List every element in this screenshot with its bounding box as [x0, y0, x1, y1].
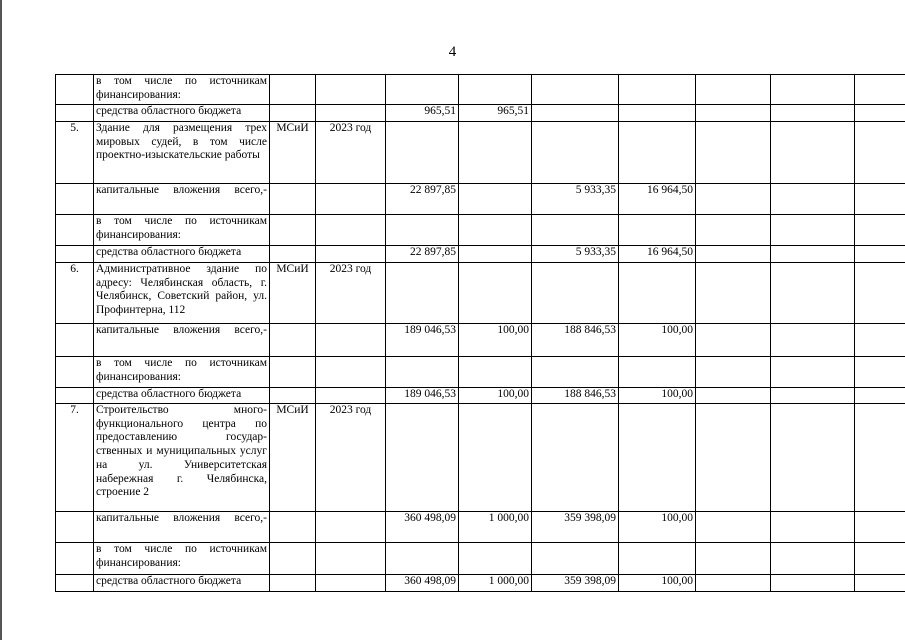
table-row: [56, 215, 905, 246]
value-cell: 360 498,09: [386, 512, 459, 543]
value-cell: 189 046,53: [386, 388, 459, 404]
value-cell: 1 000,00: [459, 575, 532, 592]
year-cell: [316, 357, 386, 388]
value-cell: [855, 184, 905, 215]
value-cell: [386, 404, 459, 512]
year-cell: [316, 215, 386, 246]
value-cell: [696, 357, 771, 388]
row-label-text: капитальные вложения всего, -: [96, 184, 263, 196]
value-cell: [855, 215, 905, 246]
value-cell: [619, 263, 696, 324]
value-cell: [459, 215, 532, 246]
row-number-cell: 5.: [56, 122, 94, 184]
value-cell: [855, 388, 905, 404]
value-cell: [459, 122, 532, 184]
year-cell: [316, 75, 386, 105]
table-row: [56, 543, 905, 575]
year-cell: 2023 год: [316, 404, 386, 512]
value-cell: [771, 75, 855, 105]
value-cell: 22 897,85: [386, 184, 459, 215]
row-number-cell: [56, 215, 94, 246]
value-cell: [696, 324, 771, 357]
value-cell: [771, 263, 855, 324]
value-cell: [619, 543, 696, 575]
table-row: [56, 184, 905, 215]
value-cell: [459, 184, 532, 215]
table-row: [56, 263, 905, 324]
year-cell: [316, 105, 386, 122]
value-cell: [386, 543, 459, 575]
customer-cell: [270, 75, 316, 105]
table-row: [56, 512, 905, 543]
value-cell: [696, 575, 771, 592]
value-cell: [771, 184, 855, 215]
value-cell: [855, 575, 905, 592]
row-number-cell: [56, 543, 94, 575]
customer-cell: [270, 357, 316, 388]
customer-cell: [270, 512, 316, 543]
value-cell: 360 498,09: [386, 575, 459, 592]
row-label-cell: средства областного бюджета: [94, 246, 270, 263]
value-cell: 965,51: [459, 105, 532, 122]
value-cell: [696, 75, 771, 105]
value-cell: 1 000,00: [459, 512, 532, 543]
year-cell: [316, 512, 386, 543]
customer-cell: [270, 543, 316, 575]
year-cell: [316, 184, 386, 215]
row-label-cell: Здание для размещения трех мировых судей, в том числе проектно-изыскательские работы: [94, 122, 270, 184]
value-cell: [696, 404, 771, 512]
value-cell: [459, 263, 532, 324]
value-cell: [696, 122, 771, 184]
value-cell: [532, 357, 619, 388]
customer-cell: [270, 215, 316, 246]
value-cell: [855, 543, 905, 575]
value-cell: [771, 404, 855, 512]
year-cell: [316, 388, 386, 404]
row-label-cell: Строительство много-функционального центра по предоставлению государ-ственных и муниципальных услуг на ул. Университетская набережная г. Челябинска, строение 2: [94, 404, 270, 512]
row-number-cell: [56, 184, 94, 215]
row-label-cell: в том числе по источникам финансирования:: [94, 215, 270, 246]
value-cell: [386, 75, 459, 105]
value-cell: [855, 246, 905, 263]
row-label-text: капитальные вложения всего, -: [96, 324, 263, 336]
row-label-cell: средства областного бюджета: [94, 575, 270, 592]
value-cell: [771, 215, 855, 246]
row-label-cell: [94, 184, 270, 215]
page-number: 4: [448, 44, 457, 60]
row-number-cell: [56, 357, 94, 388]
value-cell: [696, 512, 771, 543]
scan-edge-line: [0, 0, 2, 640]
year-cell: [316, 324, 386, 357]
value-cell: 188 846,53: [532, 388, 619, 404]
table-row: [56, 105, 905, 122]
value-cell: [459, 404, 532, 512]
value-cell: [696, 184, 771, 215]
table-row: [56, 357, 905, 388]
value-cell: 188 846,53: [532, 324, 619, 357]
table-row: [56, 404, 905, 512]
row-number-cell: 6.: [56, 263, 94, 324]
customer-cell: МСиИ: [270, 404, 316, 512]
row-label-cell: средства областного бюджета: [94, 105, 270, 122]
customer-cell: [270, 575, 316, 592]
row-label-cell: в том числе по источникам финансирования:: [94, 357, 270, 388]
value-cell: 100,00: [619, 512, 696, 543]
value-cell: [771, 246, 855, 263]
row-number-cell: [56, 105, 94, 122]
table-body: [56, 75, 905, 592]
value-cell: [532, 75, 619, 105]
value-cell: [386, 215, 459, 246]
value-cell: [855, 512, 905, 543]
customer-cell: МСиИ: [270, 263, 316, 324]
customer-cell: [270, 388, 316, 404]
value-cell: [696, 543, 771, 575]
value-cell: [771, 357, 855, 388]
value-cell: [532, 105, 619, 122]
row-label-cell: Административное здание по адресу: Челябинская область, г. Челябинск, Советский район, ул. Профинтерна, 112: [94, 263, 270, 324]
value-cell: [532, 543, 619, 575]
value-cell: [459, 75, 532, 105]
table-row: [56, 388, 905, 404]
row-number-cell: [56, 512, 94, 543]
value-cell: [532, 404, 619, 512]
value-cell: 359 398,09: [532, 575, 619, 592]
year-cell: [316, 543, 386, 575]
value-cell: 5 933,35: [532, 246, 619, 263]
value-cell: [619, 75, 696, 105]
row-number-cell: [56, 246, 94, 263]
value-cell: 100,00: [619, 575, 696, 592]
value-cell: [386, 122, 459, 184]
customer-cell: [270, 184, 316, 215]
value-cell: [771, 543, 855, 575]
value-cell: [532, 122, 619, 184]
value-cell: [459, 246, 532, 263]
row-label-text: капитальные вложения всего, -: [96, 512, 263, 524]
value-cell: [771, 512, 855, 543]
value-cell: [696, 388, 771, 404]
row-label-cell: в том числе по источникам финансирования:: [94, 543, 270, 575]
value-cell: [619, 404, 696, 512]
value-cell: 16 964,50: [619, 246, 696, 263]
capital-investment-table: [55, 74, 905, 592]
value-cell: [619, 215, 696, 246]
row-label-cell: в том числе по источникам финансирования:: [94, 75, 270, 105]
table-row: [56, 246, 905, 263]
value-cell: [771, 324, 855, 357]
value-cell: [855, 105, 905, 122]
row-number-cell: [56, 388, 94, 404]
value-cell: [855, 324, 905, 357]
value-cell: [855, 122, 905, 184]
row-number-cell: [56, 75, 94, 105]
value-cell: [696, 105, 771, 122]
value-cell: [696, 246, 771, 263]
value-cell: [459, 543, 532, 575]
value-cell: [771, 388, 855, 404]
value-cell: [855, 263, 905, 324]
table-row: [56, 75, 905, 105]
customer-cell: [270, 105, 316, 122]
value-cell: [386, 263, 459, 324]
year-cell: 2023 год: [316, 122, 386, 184]
value-cell: [619, 105, 696, 122]
row-number-cell: [56, 575, 94, 592]
value-cell: [386, 357, 459, 388]
row-number-cell: [56, 324, 94, 357]
value-cell: 965,51: [386, 105, 459, 122]
value-cell: 100,00: [619, 324, 696, 357]
value-cell: [855, 357, 905, 388]
year-cell: 2023 год: [316, 263, 386, 324]
value-cell: 100,00: [459, 388, 532, 404]
value-cell: 16 964,50: [619, 184, 696, 215]
customer-cell: МСиИ: [270, 122, 316, 184]
value-cell: [459, 357, 532, 388]
value-cell: [532, 215, 619, 246]
value-cell: 5 933,35: [532, 184, 619, 215]
value-cell: 189 046,53: [386, 324, 459, 357]
value-cell: [619, 357, 696, 388]
row-number-cell: 7.: [56, 404, 94, 512]
value-cell: [855, 404, 905, 512]
value-cell: [532, 263, 619, 324]
value-cell: [771, 105, 855, 122]
row-label-cell: [94, 324, 270, 357]
value-cell: 359 398,09: [532, 512, 619, 543]
value-cell: [619, 122, 696, 184]
table-row: [56, 575, 905, 592]
row-label-cell: средства областного бюджета: [94, 388, 270, 404]
value-cell: [855, 75, 905, 105]
value-cell: [696, 263, 771, 324]
table-row: [56, 122, 905, 184]
value-cell: 100,00: [459, 324, 532, 357]
table-row: [56, 324, 905, 357]
value-cell: [771, 575, 855, 592]
year-cell: [316, 246, 386, 263]
value-cell: [771, 122, 855, 184]
value-cell: 100,00: [619, 388, 696, 404]
value-cell: [696, 215, 771, 246]
customer-cell: [270, 246, 316, 263]
year-cell: [316, 575, 386, 592]
row-label-cell: [94, 512, 270, 543]
value-cell: 22 897,85: [386, 246, 459, 263]
customer-cell: [270, 324, 316, 357]
